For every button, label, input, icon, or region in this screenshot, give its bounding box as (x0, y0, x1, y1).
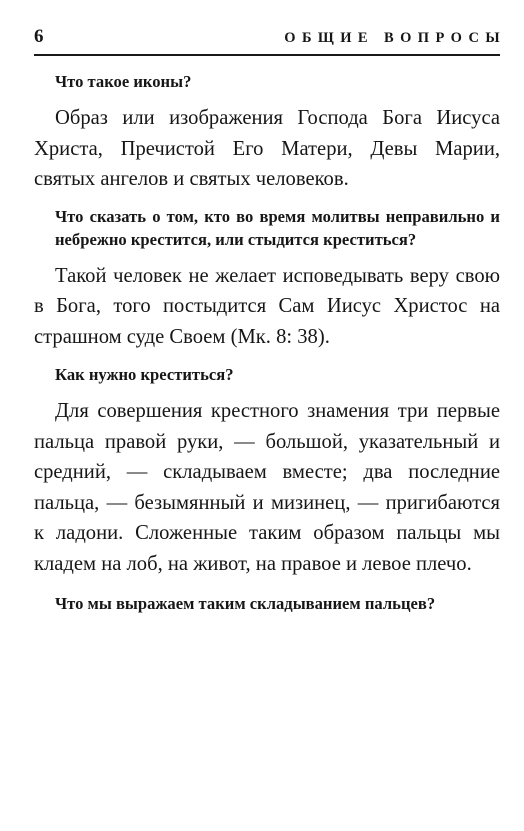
qa-block-icons (34, 70, 500, 195)
answer-paragraph: Такой человек не желает исповедывать веру свою в Бога, того постыдится Сам Иисус Христос на страшном суде Своем (Мк. 8: 38). (34, 264, 500, 348)
qa-block-how-to-cross (34, 363, 500, 579)
qa-block-finger-meaning (34, 592, 500, 615)
answer-paragraph: Для совершения крестного знамения три первые пальца правой руки, — большой, указательный и средний, — складываем вместе; два последние пальца, — безымянный и мизинец, — пригибаются к ладони. Сложенные таким образом пальцы мы кладем на лоб, на живот, на правое и левое плечо. (34, 400, 500, 575)
question-heading: Что сказать о том, кто во время молитвы неправильно и небрежно крестится, или стыдится креститься? (55, 206, 500, 249)
book-page (34, 24, 506, 625)
page-number: 6 (34, 26, 44, 47)
question-heading: Что мы выражаем таким складыванием пальцев? (55, 594, 436, 613)
section-title: ОБЩИЕ ВОПРОСЫ (284, 30, 506, 46)
question-heading: Что такое иконы? (55, 72, 192, 91)
question-heading: Как нужно креститься? (55, 365, 234, 384)
qa-block-improper-crossing (34, 205, 500, 353)
answer-paragraph: Образ или изображения Господа Бога Иисуса Христа, Пречистой Его Матери, Девы Марии, святых ангелов и святых человеков. (34, 107, 500, 190)
running-head (34, 24, 506, 56)
